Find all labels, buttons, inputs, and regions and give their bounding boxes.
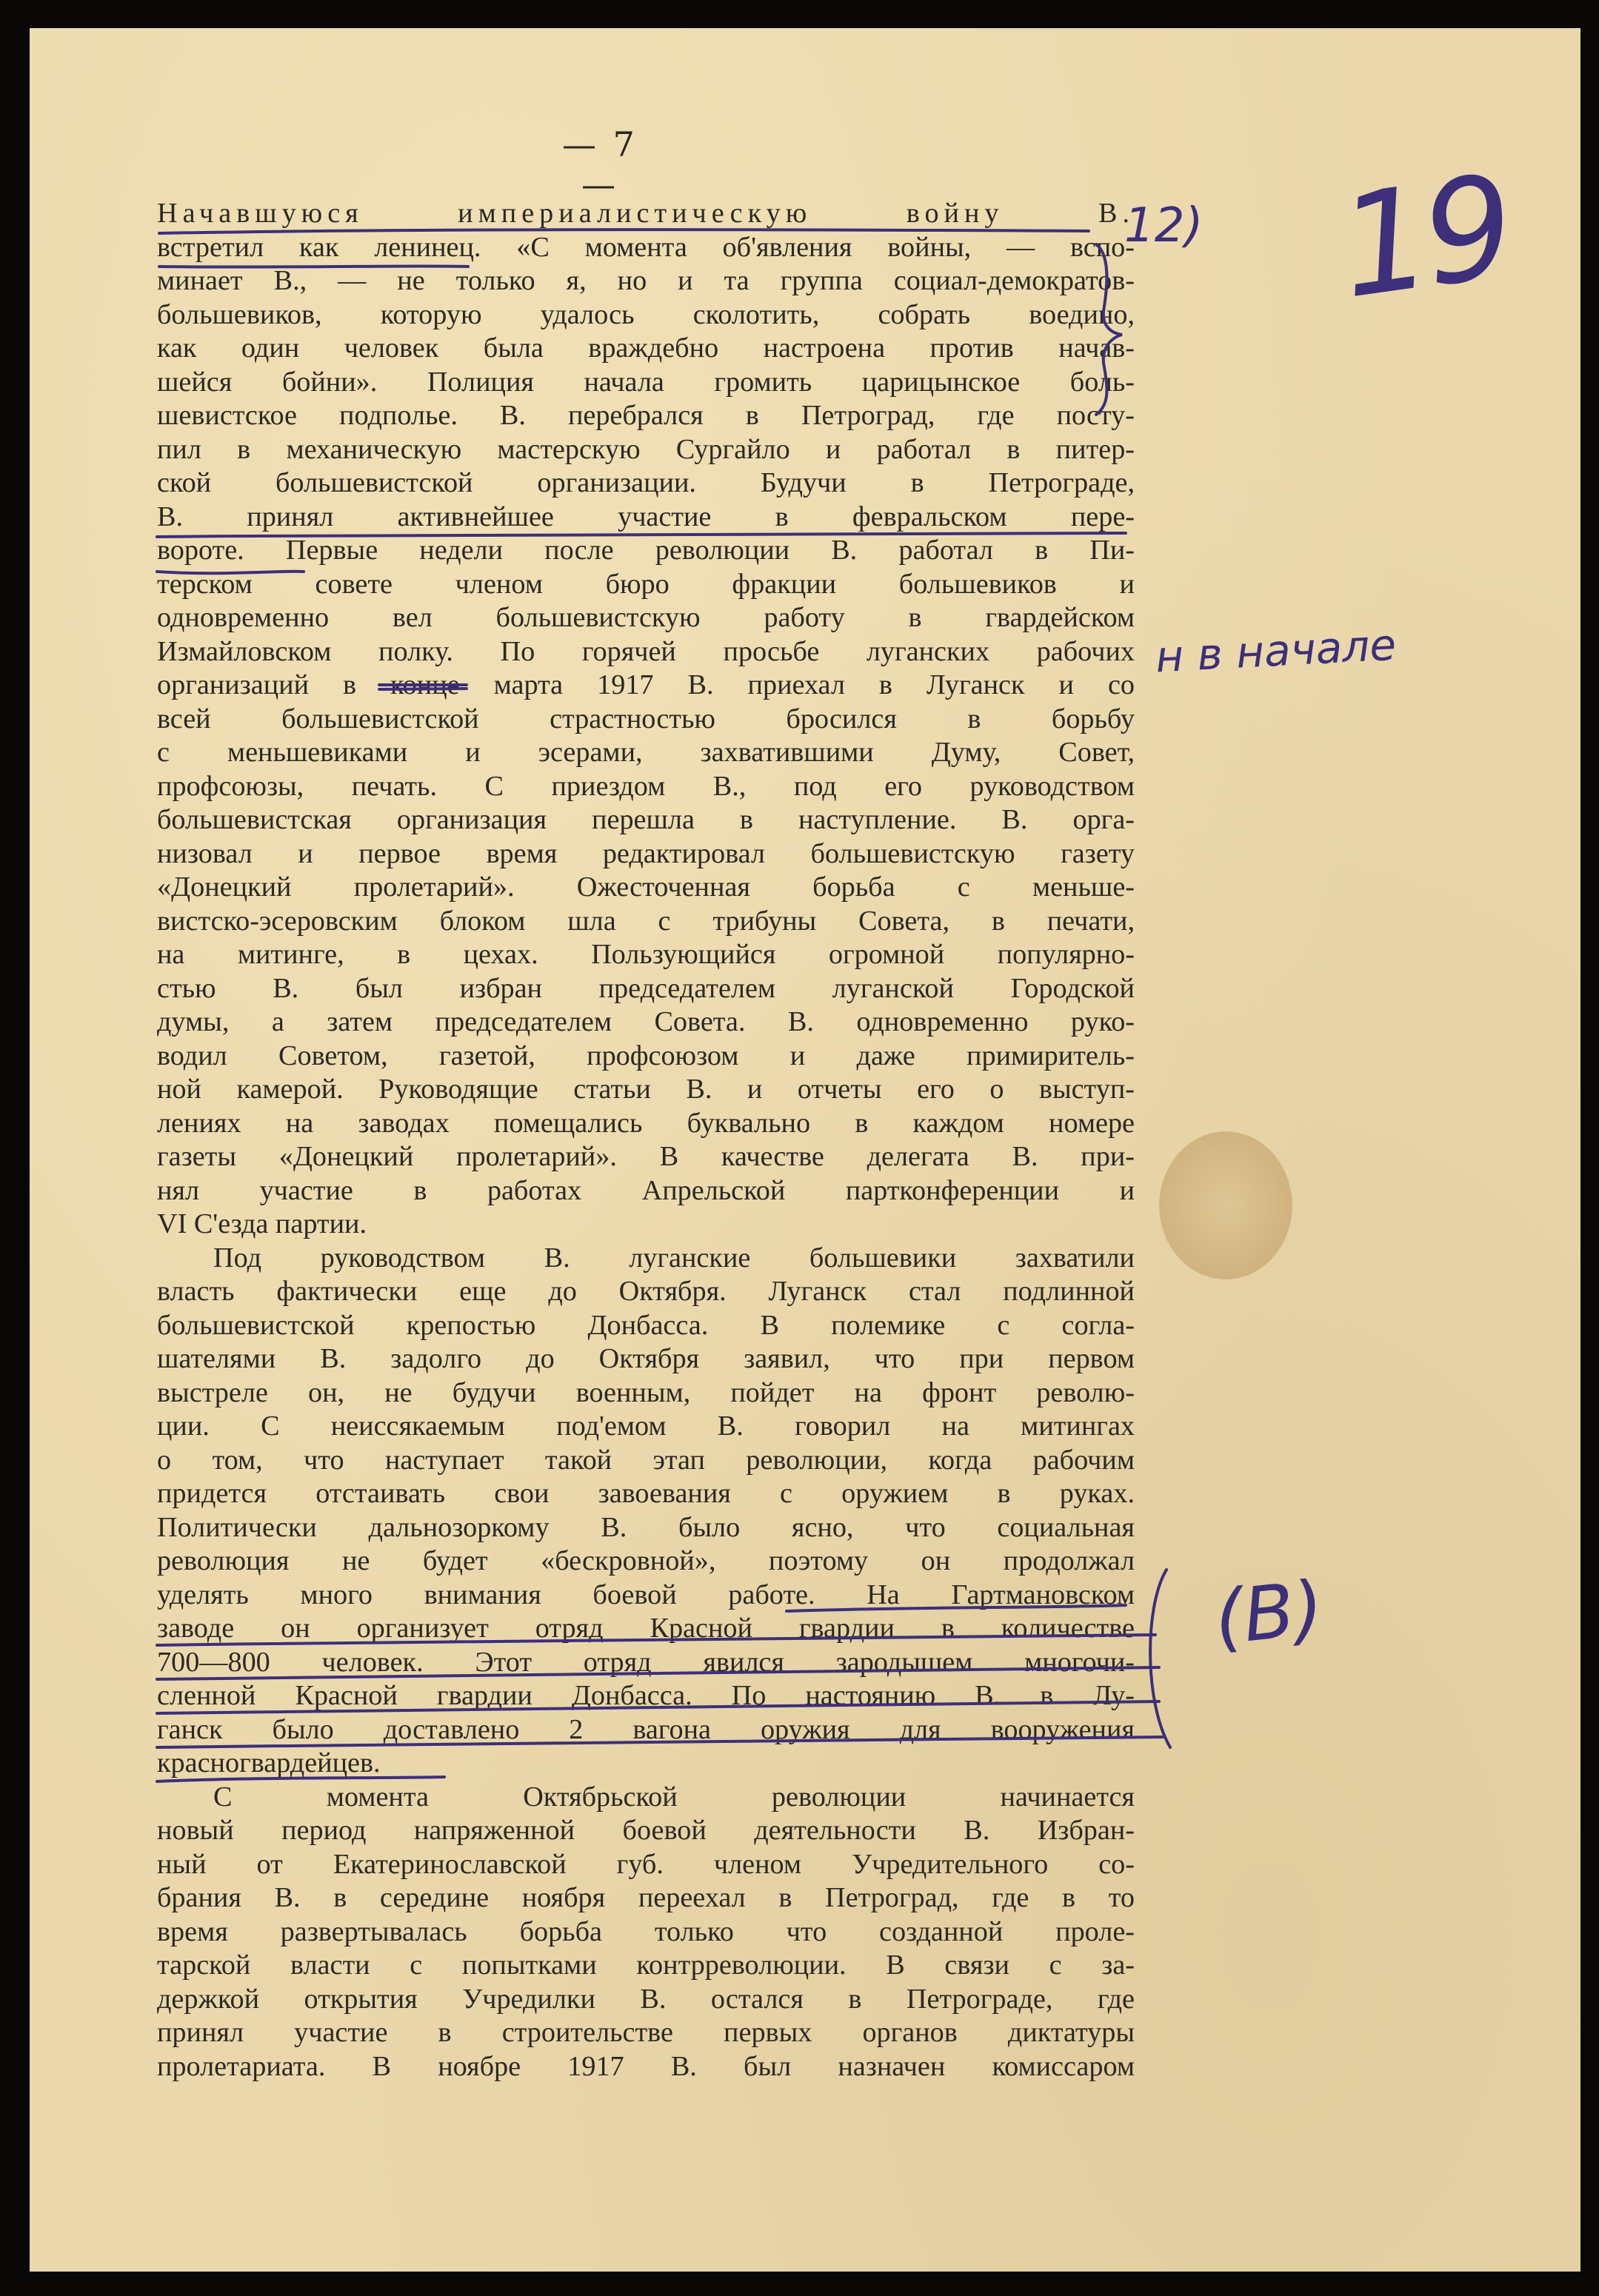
text-line: думы, а затем председателем Совета. В. одновременно руко- — [157, 1006, 1135, 1037]
text-line: стью В. был избран председателем луганской Городской — [157, 972, 1135, 1004]
text-line: ный от Екатеринославской губ. членом Учредительного со- — [157, 1848, 1135, 1880]
text-line: вороте. Первые недели после революции В. работал в Пи- — [157, 535, 1135, 566]
text-line: на митинге, в цехах. Пользующийся огромной популярно- — [157, 939, 1135, 970]
text-line: вистско-эсеровским блоком шла с трибуны Совета, в печати, — [157, 905, 1135, 937]
text-line: «Донецкий пролетарий». Ожесточенная борьба с меньше- — [157, 871, 1135, 903]
text-line: пил в механическую мастерскую Сургайло и работал в питер- — [157, 433, 1135, 465]
text-line: большевистской крепостью Донбасса. В полемике с согла- — [157, 1309, 1135, 1341]
text-line: встретил как ленинец. «С момента об'явления войны, — вспо- — [157, 231, 1135, 263]
text-line: как один человек была враждебно настроена против начав- — [157, 332, 1135, 364]
page-number: — 7 — — [562, 124, 638, 204]
text-line: тарской власти с попытками контрреволюции. В связи с за- — [157, 1949, 1135, 1981]
text-line: большевистская организация перешла в наступление. В. орга- — [157, 804, 1135, 835]
text-line: шейся бойни». Полиция начала громить царицынское боль- — [157, 366, 1135, 398]
text-line: 700—800 человек. Этот отряд явился зародышем многочи- — [157, 1646, 1135, 1678]
text-line: ции. С неиссякаемым под'емом В. говорил на митингах — [157, 1410, 1135, 1442]
text-line: VI С'езда партии. — [157, 1208, 367, 1239]
text-line: В. принял активнейшее участие в февральском пере- — [157, 501, 1135, 532]
margin-note-12: 12) — [1124, 198, 1204, 253]
text-line: организаций в конце марта 1917 В. приехал в Луганск и со — [157, 669, 1135, 700]
folio-number-handwritten: 19 — [1329, 144, 1519, 330]
text-line: профсоюзы, печать. С приездом В., под его руководством — [157, 770, 1135, 802]
text-line: шателями В. задолго до Октября заявил, что при первом — [157, 1343, 1135, 1374]
margin-note-insert: н в начале — [1154, 619, 1398, 683]
text-line: Политически дальнозоркому В. было ясно, что социальная — [157, 1511, 1135, 1543]
text-line: всей большевистской страстностью бросился в борьбу — [157, 703, 1135, 734]
text-line: газеты «Донецкий пролетарий». В качестве делегата В. при- — [157, 1141, 1135, 1172]
text-line: принял участие в строительстве первых органов диктатуры — [157, 2017, 1135, 2048]
text-line: большевиков, которую удалось сколотить, собрать воедино, — [157, 298, 1135, 330]
text-line: С момента Октябрьской революции начинается — [213, 1781, 1135, 1813]
text-line: время развертывалась борьба только что созданной проле- — [157, 1915, 1135, 1947]
text-line: революция не будет «бескровной», поэтому он продолжал — [157, 1545, 1135, 1576]
coffee-stain — [1159, 1131, 1292, 1279]
text-line: пролетариата. В ноябре 1917 В. был назначен комиссаром — [157, 2050, 1135, 2082]
text-line: о том, что наступает такой этап революции, когда рабочим — [157, 1444, 1135, 1476]
text-line: красногвардейцев. — [157, 1747, 381, 1778]
text-line: лениях на заводах помещались буквально в каждом номере — [157, 1107, 1135, 1139]
text-line: новый период напряженной боевой деятельности В. Избран- — [157, 1815, 1135, 1846]
text-line: Начавшуюся империалистическую войну В. — [157, 198, 1135, 229]
text-line: низовал и первое время редактировал большевистскую газету — [157, 837, 1135, 869]
text-line: выстреле он, не будучи военным, пойдет на фронт револю- — [157, 1376, 1135, 1408]
text-line: Измайловском полку. По горячей просьбе луганских рабочих — [157, 635, 1135, 667]
text-line: терском совете членом бюро фракции большевиков и — [157, 568, 1135, 600]
text-line: шевистское подполье. В. перебрался в Петроград, где посту- — [157, 400, 1135, 431]
text-line: брания В. в середине ноября переехал в Петроград, где в то — [157, 1882, 1135, 1913]
text-line: уделять много внимания боевой работе. На Гартмановском — [157, 1579, 1135, 1610]
text-line: ской большевистской организации. Будучи в Петрограде, — [157, 467, 1135, 498]
text-line: ной камерой. Руководящие статьи В. и отчеты его о выступ- — [157, 1074, 1135, 1105]
text-line: Под руководством В. луганские большевики захватили — [213, 1242, 1135, 1273]
margin-note-b: (В) — [1210, 1564, 1328, 1662]
text-line: заводе он организует отряд Красной гвардии в количестве — [157, 1613, 1135, 1644]
text-line: держкой открытия Учредилки В. остался в Петрограде, где — [157, 1983, 1135, 2015]
body-text — [157, 197, 1135, 2084]
text-line: одновременно вел большевистскую работу в гвардейском — [157, 602, 1135, 633]
text-line: минает В., — не только я, но и та группа социал-демократов- — [157, 265, 1135, 296]
text-line: сленной Красной гвардии Донбасса. По настоянию В. в Лу- — [157, 1680, 1135, 1711]
text-line: придется отстаивать свои завоевания с оружием в руках. — [157, 1478, 1135, 1509]
text-line: власть фактически еще до Октября. Луганск стал подлинной — [157, 1276, 1135, 1307]
text-line: ганск было доставлено 2 вагона оружия для вооружения — [157, 1713, 1135, 1745]
text-line: водил Советом, газетой, профсоюзом и даже примиритель- — [157, 1040, 1135, 1071]
text-line: нял участие в работах Апрельской партконференции и — [157, 1174, 1135, 1206]
text-line: с меньшевиками и эсерами, захватившими Думу, Совет, — [157, 737, 1135, 768]
